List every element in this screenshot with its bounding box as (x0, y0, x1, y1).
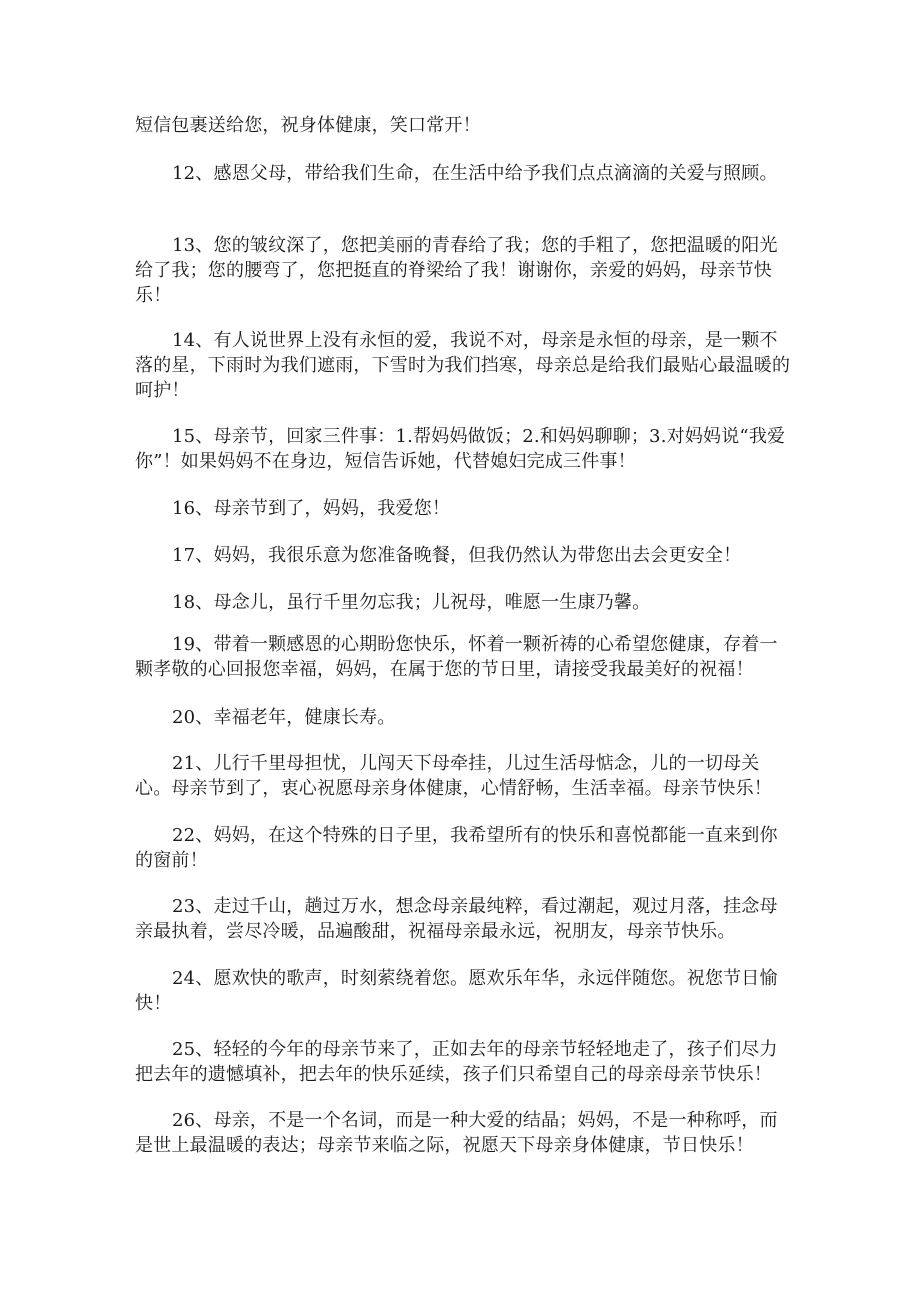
paragraph-25: 25、轻轻的今年的母亲节来了，正如去年的母亲节轻轻地走了，孩子们尽力把去年的遗憾填补，把去年的快乐延续，孩子们只希望自己的母亲母亲节快乐！ (135, 1039, 778, 1085)
paragraph-13: 13、您的皱纹深了，您把美丽的青春给了我；您的手粗了，您把温暖的阳光给了我；您的腰弯了，您把挺直的脊梁给了我！谢谢你，亲爱的妈妈，母亲节快乐！ (135, 235, 778, 306)
paragraph-18: 18、母念儿，虽行千里勿忘我；儿祝母，唯愿一生康乃馨。 (172, 592, 651, 613)
paragraph-16: 16、母亲节到了，妈妈，我爱您！ (172, 498, 451, 519)
paragraph-11-tail: 短信包裹送给您，祝身体健康，笑口常开！ (135, 115, 481, 136)
paragraph-23: 23、走过千山，趟过万水，想念母亲最纯粹，看过潮起，观过月落，挂念母亲最执着，尝尽冷暖，品遍酸甜，祝福母亲最永远，祝朋友，母亲节快乐。 (135, 896, 778, 942)
paragraph-22: 22、妈妈，在这个特殊的日子里，我希望所有的快乐和喜悦都能一直来到你的窗前！ (135, 825, 778, 871)
paragraph-12: 12、感恩父母，带给我们生命，在生活中给予我们点点滴滴的关爱与照顾。 (172, 163, 778, 184)
paragraph-20: 20、幸福老年，健康长寿。 (172, 707, 396, 728)
paragraph-15: 15、母亲节，回家三件事：1.帮妈妈做饭；2.和妈妈聊聊；3.对妈妈说“我爱你”！如果妈妈不在身边，短信告诉她，代替媳妇完成三件事！ (135, 426, 786, 472)
paragraph-24: 24、愿欢快的歌声，时刻萦绕着您。愿欢乐年华，永远伴随您。祝您节日愉快！ (135, 968, 778, 1014)
paragraph-14: 14、有人说世界上没有永恒的爱，我说不对，母亲是永恒的母亲，是一颗不落的星，下雨时为我们遮雨，下雪时为我们挡寒，母亲总是给我们最贴心最温暖的呵护！ (135, 330, 791, 401)
paragraph-26: 26、母亲，不是一个名词，而是一种大爱的结晶；妈妈，不是一种称呼，而是世上最温暖的表达；母亲节来临之际，祝愿天下母亲身体健康，节日快乐！ (135, 1110, 778, 1156)
paragraph-21: 21、儿行千里母担忧，儿闯天下母牵挂，儿过生活母惦念，儿的一切母关心。母亲节到了，衷心祝愿母亲身体健康，心情舒畅，生活幸福。母亲节快乐！ (135, 753, 772, 799)
paragraph-17: 17、妈妈，我很乐意为您准备晚餐，但我仍然认为带您出去会更安全！ (172, 545, 742, 566)
paragraph-19: 19、带着一颗感恩的心期盼您快乐，怀着一颗祈祷的心希望您健康，存着一颗孝敬的心回报您幸福，妈妈，在属于您的节日里，请接受我最美好的祝福！ (135, 634, 778, 680)
